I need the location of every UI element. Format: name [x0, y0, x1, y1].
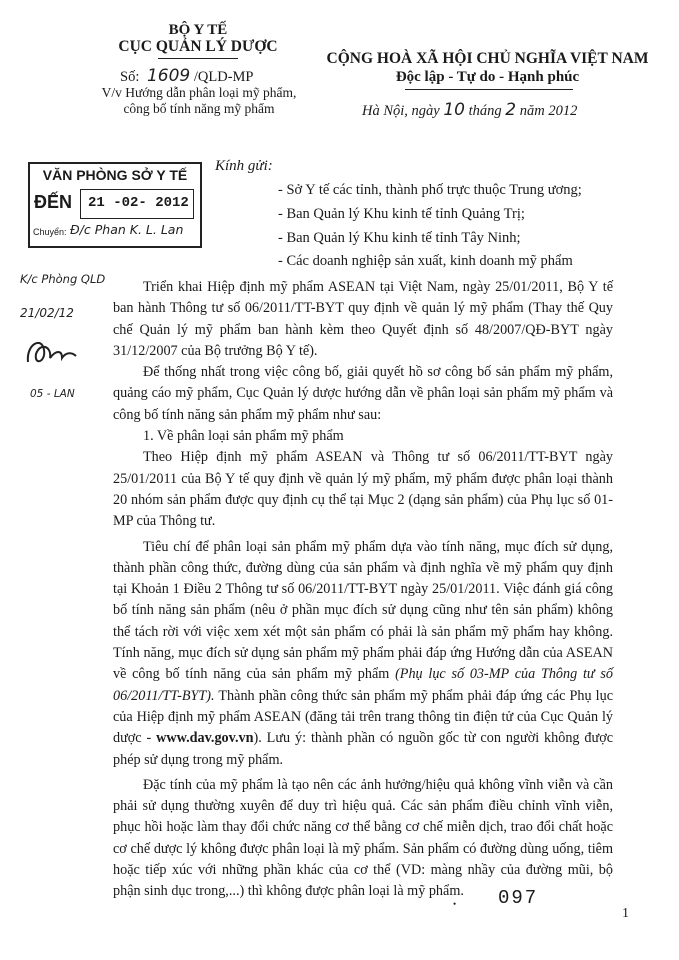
p4-appendix-ref: (Phụ lục số 03-MP của Thông tư số 06/2011/TT-BYT).	[113, 666, 614, 704]
recipient-4: - Các doanh nghiệp sản xuất, kinh doanh mỹ phẩm	[278, 253, 573, 269]
number-suffix: /QLD-MP	[193, 69, 254, 85]
recipients-label: Kính gửi:	[215, 158, 273, 174]
stamp-den-label: ĐẾN	[34, 192, 73, 212]
stamp-date: 21 -02- 2012	[88, 195, 189, 211]
recipient-1: - Sở Y tế các tỉnh, thành phố trực thuộc Trung ương;	[278, 182, 582, 198]
margin-note-date: 21/02/12	[20, 306, 74, 320]
p4-part-a: Tiêu chí để phân loại sản phẩm mỹ phẩm dựa vào tính năng, mục đích sử dụng, thành phần công thức, đường dùng của sản phẩm và định nghĩa về mỹ phẩm quy định tại Khoản 1 Điều 2 Thông tư số 06/2011/TT-BYT ngày 25/01/2011. Việc đánh giá công bố tính năng sản phẩm (nêu ở phần mục đích sử dụng cũng như tên sản phẩm) không thể tách rời với việc xem xét một sản phẩm có phải là sản phẩm mỹ phẩm hay không. Tính năng, mục đích sử dụng sản phẩm mỹ phẩm phải đáp ứng Hướng dẫn của ASEAN về công bố tính năng của sản phẩm mỹ phẩm	[113, 538, 613, 683]
stamp-title: VĂN PHÒNG SỞ Y TẾ	[42, 167, 188, 183]
date-month: 2	[505, 100, 517, 120]
country-name: CỘNG HOÀ XÃ HỘI CHỦ NGHĨA VIỆT NAM	[326, 50, 649, 67]
stamp-chuyen-value: Đ/c Phan K. L. Lan	[70, 222, 184, 237]
number-handwritten: 1609	[146, 66, 191, 86]
header-rule-right	[405, 89, 573, 90]
date-month-word: tháng	[468, 103, 502, 119]
footer-mark: •	[453, 899, 457, 909]
received-stamp	[28, 162, 202, 248]
recipient-3: - Ban Quản lý Khu kinh tế tỉnh Tây Ninh;	[278, 230, 521, 246]
ministry-name: BỘ Y TẾ	[168, 22, 228, 38]
paragraph-1: Triển khai Hiệp định mỹ phẩm ASEAN tại Việt Nam, ngày 25/01/2011, Bộ Y tế ban hành Thông tư số 06/2011/TT-BYT quy định về quản lý mỹ phẩm (Thay thế Quy chế Quản lý mỹ phẩm ban hành kèm theo Quyết định số 48/2007/QĐ-BYT ngày 31/12/2007 của Bộ trưởng Bộ Y tế).	[113, 279, 613, 359]
subject-line-2: công bố tính năng mỹ phẩm	[123, 101, 275, 116]
page-number: 1	[622, 906, 629, 921]
number-prefix: Số:	[120, 69, 140, 85]
p4-website-link: www.dav.gov.vn	[156, 730, 254, 747]
date-day: 10	[443, 100, 465, 120]
handwritten-signature	[22, 332, 82, 372]
date-prefix: Hà Nội, ngày	[362, 103, 440, 119]
paragraph-3: Theo Hiệp định mỹ phẩm ASEAN và Thông tư số 06/2011/TT-BYT ngày 25/01/2011 của Bộ Y tế quy định về quản lý mỹ phẩm, mỹ phẩm được phân loại thành 20 nhóm sản phẩm được quy định cụ thể tại Mục 2 (dạng sản phẩm) của Phụ lục số 01-MP của Thông tư.	[113, 449, 613, 530]
p4-part-c: Thành phần công thức sản phẩm mỹ phẩm phải đáp ứng các Phụ lục của Hiệp định mỹ phẩm ASEAN (đăng tải trên trang thông tin điện tử của Cục Quản lý dược -	[113, 687, 613, 747]
margin-note-line1: K/c Phòng QLD	[20, 272, 106, 286]
department-name: CỤC QUẢN LÝ DƯỢC	[118, 38, 278, 55]
letter-body	[113, 277, 613, 903]
document-number	[120, 66, 253, 86]
margin-note-name: 05 - LAN	[30, 388, 75, 400]
p4-part-e: ). Lưu ý: thành phần có nguồn gốc từ con người không được phép sử dụng trong mỹ phẩm.	[113, 730, 613, 768]
section-heading-1: 1. Về phân loại sản phẩm mỹ phẩm	[143, 428, 344, 445]
national-motto: Độc lập - Tự do - Hạnh phúc	[395, 69, 580, 85]
date-year: năm 2012	[519, 103, 578, 119]
paragraph-4	[113, 537, 613, 771]
header-rule-left	[158, 58, 238, 59]
stamp-chuyen-label: Chuyển:	[33, 227, 67, 237]
recipient-2: - Ban Quản lý Khu kinh tế tỉnh Quảng Trị;	[278, 206, 525, 222]
paragraph-2: Để thống nhất trong việc công bố, giải quyết hồ sơ công bố sản phẩm mỹ phẩm, quảng cáo mỹ phẩm, Cục Quản lý dược hướng dẫn về phân loại sản phẩm mỹ phẩm và công bố tính năng sản phẩm mỹ phẩm như sau:	[113, 364, 613, 423]
footer-serial: 097	[498, 887, 539, 909]
paragraph-5: Đặc tính của mỹ phẩm là tạo nên các ảnh hưởng/hiệu quả không vĩnh viễn và cần phải sử dụng thường xuyên để duy trì hiệu quả. Các sản phẩm điều chỉnh vĩnh viễn, phục hồi hoặc làm thay đổi chức năng cơ thể bằng cơ chế miễn dịch, trao đổi chất hoặc cơ chế dược lý không được phân loại là mỹ phẩm. Sản phẩm có đường dùng uống, tiêm hoặc tiếp xúc với những phần khác của cơ thể (VD: màng nhầy của đường mũi, bộ phận sinh dục trong,...) thì không được phân loại là mỹ phẩm.	[113, 776, 613, 900]
subject-line-1: V/v Hướng dẫn phân loại mỹ phẩm,	[101, 85, 297, 100]
issue-date	[362, 100, 577, 120]
